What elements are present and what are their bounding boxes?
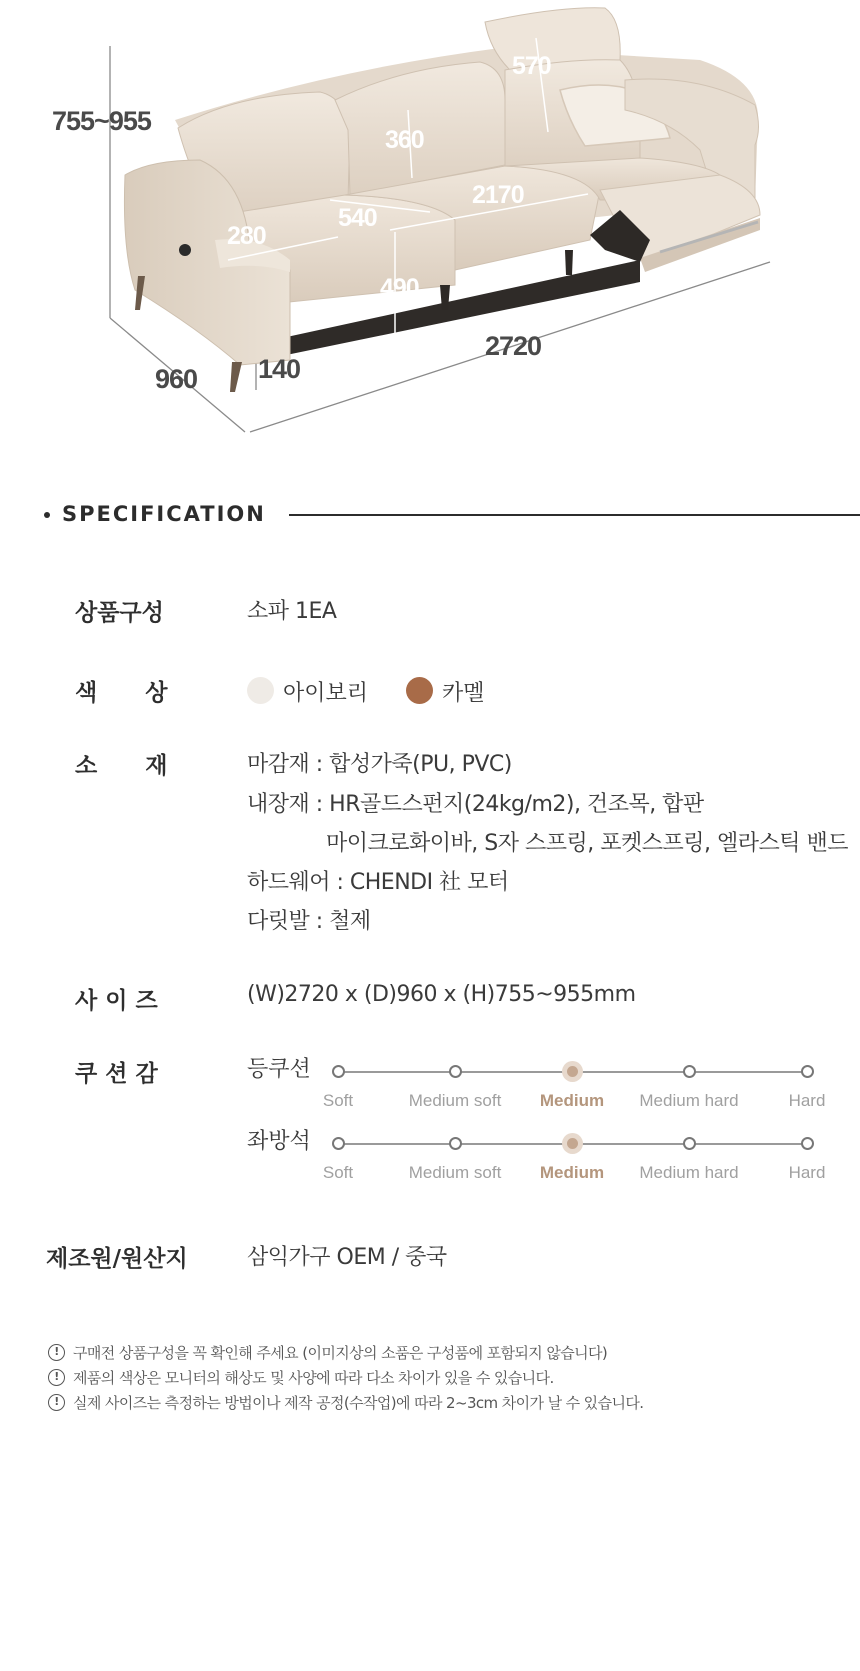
dim-back: 360 [385,126,424,154]
scale-dot-soft [332,1065,345,1078]
material-line-inner-cont: 마이크로화이바, S자 스프링, 포켓스프링, 엘라스틱 밴드 [326,831,848,856]
scale-label-medium-soft: Medium soft [408,1091,502,1110]
scale-dot-hard [801,1065,814,1078]
dim-leg: 140 [258,354,301,384]
dim-width: 2720 [485,331,542,361]
color-camel-label: 카멜 [442,681,485,706]
origin-value: 삼익가구 OEM / 중국 [247,1245,447,1270]
alert-circle-icon: ! [48,1394,65,1411]
size-value: (W)2720 x (D)960 x (H)755~955mm [247,982,636,1007]
swatch-ivory-icon [247,677,274,704]
dim-height: 755~955 [52,106,151,136]
material-line-finish: 마감재 : 합성가죽(PU, PVC) [247,752,512,777]
scale-dot-hard [801,1137,814,1150]
dim-arm: 280 [227,222,266,250]
scale-label-medium: Medium [539,1091,605,1110]
composition-value: 소파 1EA [247,599,337,624]
note-text: 실제 사이즈는 측정하는 방법이나 제작 공정(수작업)에 따라 2~3cm 차이가 날 수 있습니다. [73,1394,644,1412]
bullet-dot-icon [44,512,50,518]
note-text: 구매전 상품구성을 꼭 확인해 주세요 (이미지상의 소품은 구성품에 포함되지 않습니다) [73,1344,608,1362]
scale-label-medium-hard: Medium hard [639,1163,739,1182]
scale-label-medium-hard: Medium hard [639,1091,739,1110]
color-label: 색 상 [75,680,168,706]
material-line-inner: 내장재 : HR골드스펀지(24kg/m2), 건조목, 합판 [247,792,704,817]
scale-dot-medium-soft [449,1065,462,1078]
size-label: 사 이 즈 [75,988,158,1014]
material-line-legs: 다릿발 : 철제 [247,909,371,934]
scale-dot-medium-selected [562,1061,583,1082]
scale-label-hard: Hard [788,1163,826,1182]
dim-seat-length: 2170 [472,181,524,209]
scale-dot-medium-selected [562,1133,583,1154]
spec-divider [289,514,860,516]
scale-label-soft: Soft [322,1163,354,1182]
dim-seat-depth: 540 [338,204,377,232]
color-ivory-label: 아이보리 [283,681,369,706]
composition-label: 상품구성 [75,600,164,626]
swatch-camel-icon [406,677,433,704]
scale-label-hard: Hard [788,1091,826,1110]
scale-label-medium-soft: Medium soft [408,1163,502,1182]
material-label: 소 재 [75,753,168,779]
scale-dot-medium-hard [683,1065,696,1078]
dim-headrest: 570 [512,52,551,80]
material-line-hardware: 하드웨어 : CHENDI 社 모터 [247,870,509,895]
cushion-label: 쿠 션 감 [75,1061,158,1087]
cushion-scale-seat [247,1124,847,1194]
spec-title: SPECIFICATION [62,502,266,526]
scale-label-soft: Soft [322,1091,354,1110]
scale-dot-soft [332,1137,345,1150]
scale-name: 등쿠션 [247,1057,311,1082]
scale-dot-medium-hard [683,1137,696,1150]
scale-label-medium: Medium [539,1163,605,1182]
scale-dot-medium-soft [449,1137,462,1150]
spec-header [44,500,860,530]
dim-seat-height: 490 [380,274,419,302]
note-text: 제품의 색상은 모니터의 해상도 및 사양에 따라 다소 차이가 있을 수 있습니다. [73,1369,554,1387]
sofa-illustration [0,0,860,460]
dim-depth: 960 [155,364,198,394]
alert-circle-icon: ! [48,1344,65,1361]
cushion-scale-back [247,1052,847,1122]
alert-circle-icon: ! [48,1369,65,1386]
origin-label: 제조원/원산지 [46,1246,188,1272]
sofa-body [124,8,760,392]
product-dimension-figure [0,0,860,460]
scale-name: 좌방석 [247,1129,311,1154]
